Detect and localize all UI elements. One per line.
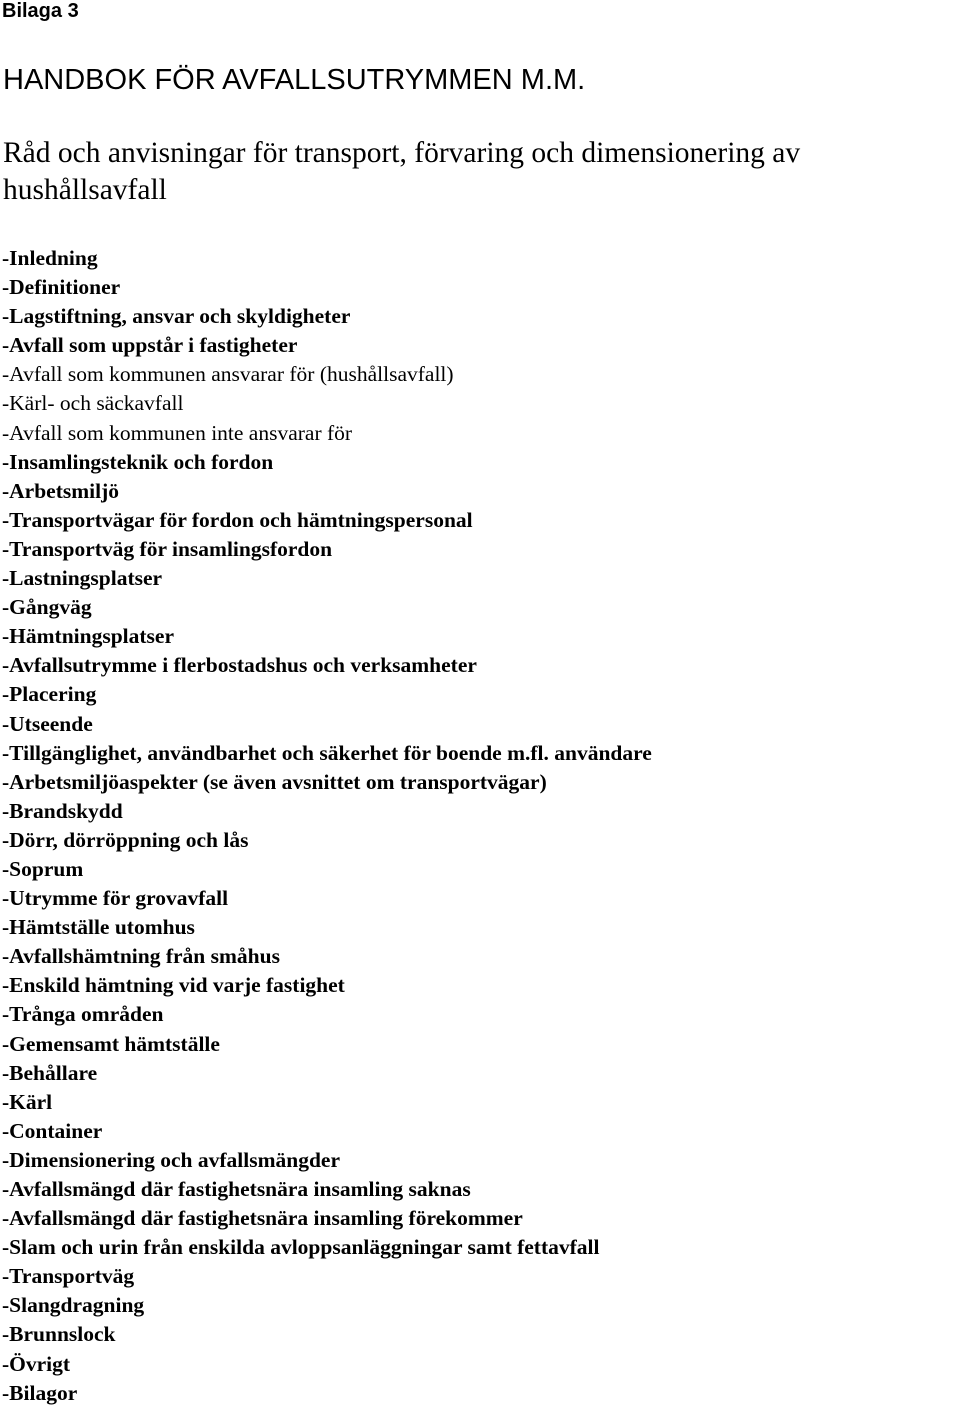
appendix-label: Bilaga 3	[2, 0, 79, 22]
toc-item: -Hämtningsplatser	[2, 624, 174, 649]
toc-item: -Transportväg	[2, 1264, 135, 1289]
toc-item: -Dörr, dörröppning och lås	[2, 827, 249, 852]
toc-item: -Gemensamt hämtställe	[2, 1031, 220, 1056]
toc-item: -Gångväg	[2, 595, 92, 620]
toc-item: -Placering	[2, 682, 97, 707]
toc-item: -Avfallsutrymme i flerbostadshus och verksamheter	[2, 653, 477, 678]
toc-item: -Avfallshämtning från småhus	[2, 944, 280, 969]
toc-item: -Tillgänglighet, användbarhet och säkerhet för boende m.fl. användare	[2, 740, 652, 765]
toc-item: -Övrigt	[2, 1351, 71, 1376]
toc-item: -Transportvägar för fordon och hämtningspersonal	[2, 507, 473, 532]
document-title: HANDBOK FÖR AVFALLSUTRYMMEN M.M.	[3, 64, 586, 96]
toc-item: -Slangdragning	[2, 1293, 145, 1318]
toc-item: -Arbetsmiljö	[2, 478, 120, 503]
toc-item: -Inledning	[2, 246, 98, 270]
toc-item: -Utseende	[2, 711, 93, 736]
toc-item: -Avfallsmängd där fastighetsnära insamling saknas	[2, 1177, 471, 1201]
toc-item: -Slam och urin från enskilda avloppsanläggningar samt fettavfall	[2, 1235, 600, 1260]
table-of-contents	[2, 244, 652, 1408]
toc-item: -Transportväg för insamlingsfordon	[2, 536, 333, 561]
toc-item: -Arbetsmiljöaspekter (se även avsnittet om transportvägar)	[2, 769, 547, 794]
toc-item: -Brunnslock	[2, 1322, 116, 1347]
toc-item: -Dimensionering och avfallsmängder	[2, 1147, 341, 1172]
toc-item: -Avfall som kommunen inte ansvarar för	[2, 420, 353, 445]
document-subtitle: Råd och anvisningar för transport, förvaring och dimensionering av hushållsavfall	[3, 137, 801, 206]
toc-item: -Insamlingsteknik och fordon	[2, 449, 274, 474]
toc-item: -Enskild hämtning vid varje fastighet	[2, 973, 345, 998]
toc-item: -Avfallsmängd där fastighetsnära insamling förekommer	[2, 1206, 523, 1231]
toc-item: -Hämtställe utomhus	[2, 915, 195, 940]
toc-item: -Kärl- och säckavfall	[2, 391, 184, 416]
toc-item: -Kärl	[2, 1089, 53, 1114]
toc-item: -Utrymme för grovavfall	[2, 886, 229, 911]
toc-item: -Lastningsplatser	[2, 566, 163, 591]
toc-item: -Avfall som uppstår i fastigheter	[2, 333, 298, 358]
toc-item: -Behållare	[2, 1060, 98, 1085]
toc-item: -Trånga områden	[2, 1002, 164, 1027]
toc-item: -Brandskydd	[2, 798, 123, 823]
toc-item: -Definitioner	[2, 275, 121, 300]
toc-item: -Bilagor	[2, 1380, 78, 1405]
toc-item: -Container	[2, 1118, 103, 1143]
toc-item: -Lagstiftning, ansvar och skyldigheter	[2, 304, 351, 329]
toc-item: -Soprum	[2, 856, 84, 881]
toc-item: -Avfall som kommunen ansvarar för (hushållsavfall)	[2, 362, 454, 387]
